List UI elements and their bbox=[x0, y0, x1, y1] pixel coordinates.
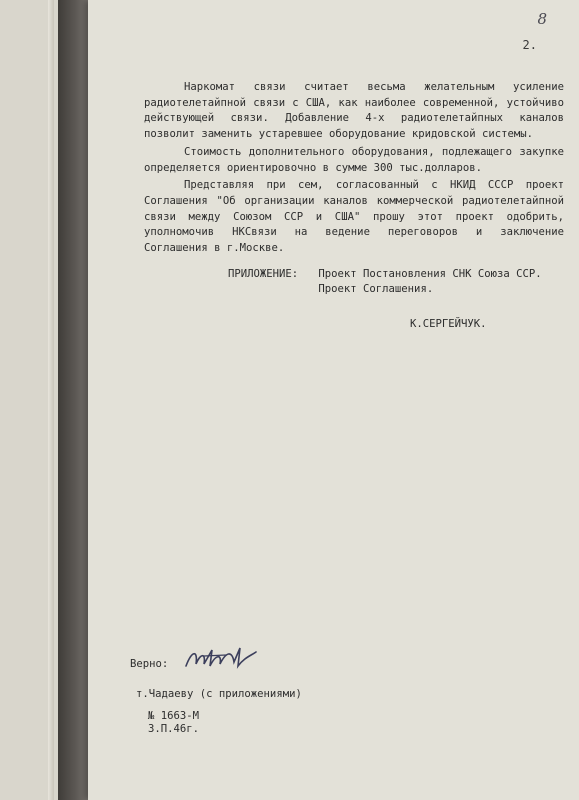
registration-date: 3.П.46г. bbox=[148, 723, 200, 735]
paragraph-2: Стоимость дополнительного оборудования, подлежащего закупке определяется ориентировочно в сумме 300 тыс.долларов. bbox=[144, 145, 564, 174]
attachment-list bbox=[228, 267, 542, 297]
registration-number: № 1663-М bbox=[148, 710, 200, 722]
book-binding-gutter bbox=[58, 0, 88, 800]
letter-body bbox=[144, 80, 564, 259]
distribution-line: т.Чадаеву (с приложениями) bbox=[136, 688, 302, 700]
page-edge-shadow bbox=[48, 0, 54, 800]
page-number: 2. bbox=[522, 38, 537, 52]
paragraph-3: Представляя при сем, согласованный с НКИД СССР проект Соглашения "Об организации каналов коммерческой радиотелетайпной связи между Союзом ССР и США" прошу этот проект одобрить, уполномочив НКСвязи на ведение переговоров и заключение Соглашения в г.Москве. bbox=[144, 179, 564, 255]
document-page bbox=[88, 0, 579, 800]
attachment-item: Проект Постановления СНК Союза ССР. bbox=[318, 268, 542, 280]
attachment-item: Проект Соглашения. bbox=[318, 283, 434, 295]
signature-name: К.СЕРГЕЙЧУК. bbox=[410, 318, 487, 330]
paragraph-1: Наркомат связи считает весьма желательным усиление радиотелетайпной связи с США, как наиболее современной, устойчиво действующей связи. Добавление 4-х радиотелетайпных каналов позволит заменить устаревшее оборудование кридовской системы. bbox=[144, 81, 564, 141]
verified-label: Верно: bbox=[130, 658, 169, 670]
attachment-label: ПРИЛОЖЕНИЕ: bbox=[228, 268, 299, 280]
previous-page-edge bbox=[0, 0, 66, 800]
attachment-items bbox=[318, 267, 541, 297]
archive-sheet-number: 8 bbox=[537, 10, 547, 28]
handwritten-signature-icon bbox=[182, 644, 260, 672]
